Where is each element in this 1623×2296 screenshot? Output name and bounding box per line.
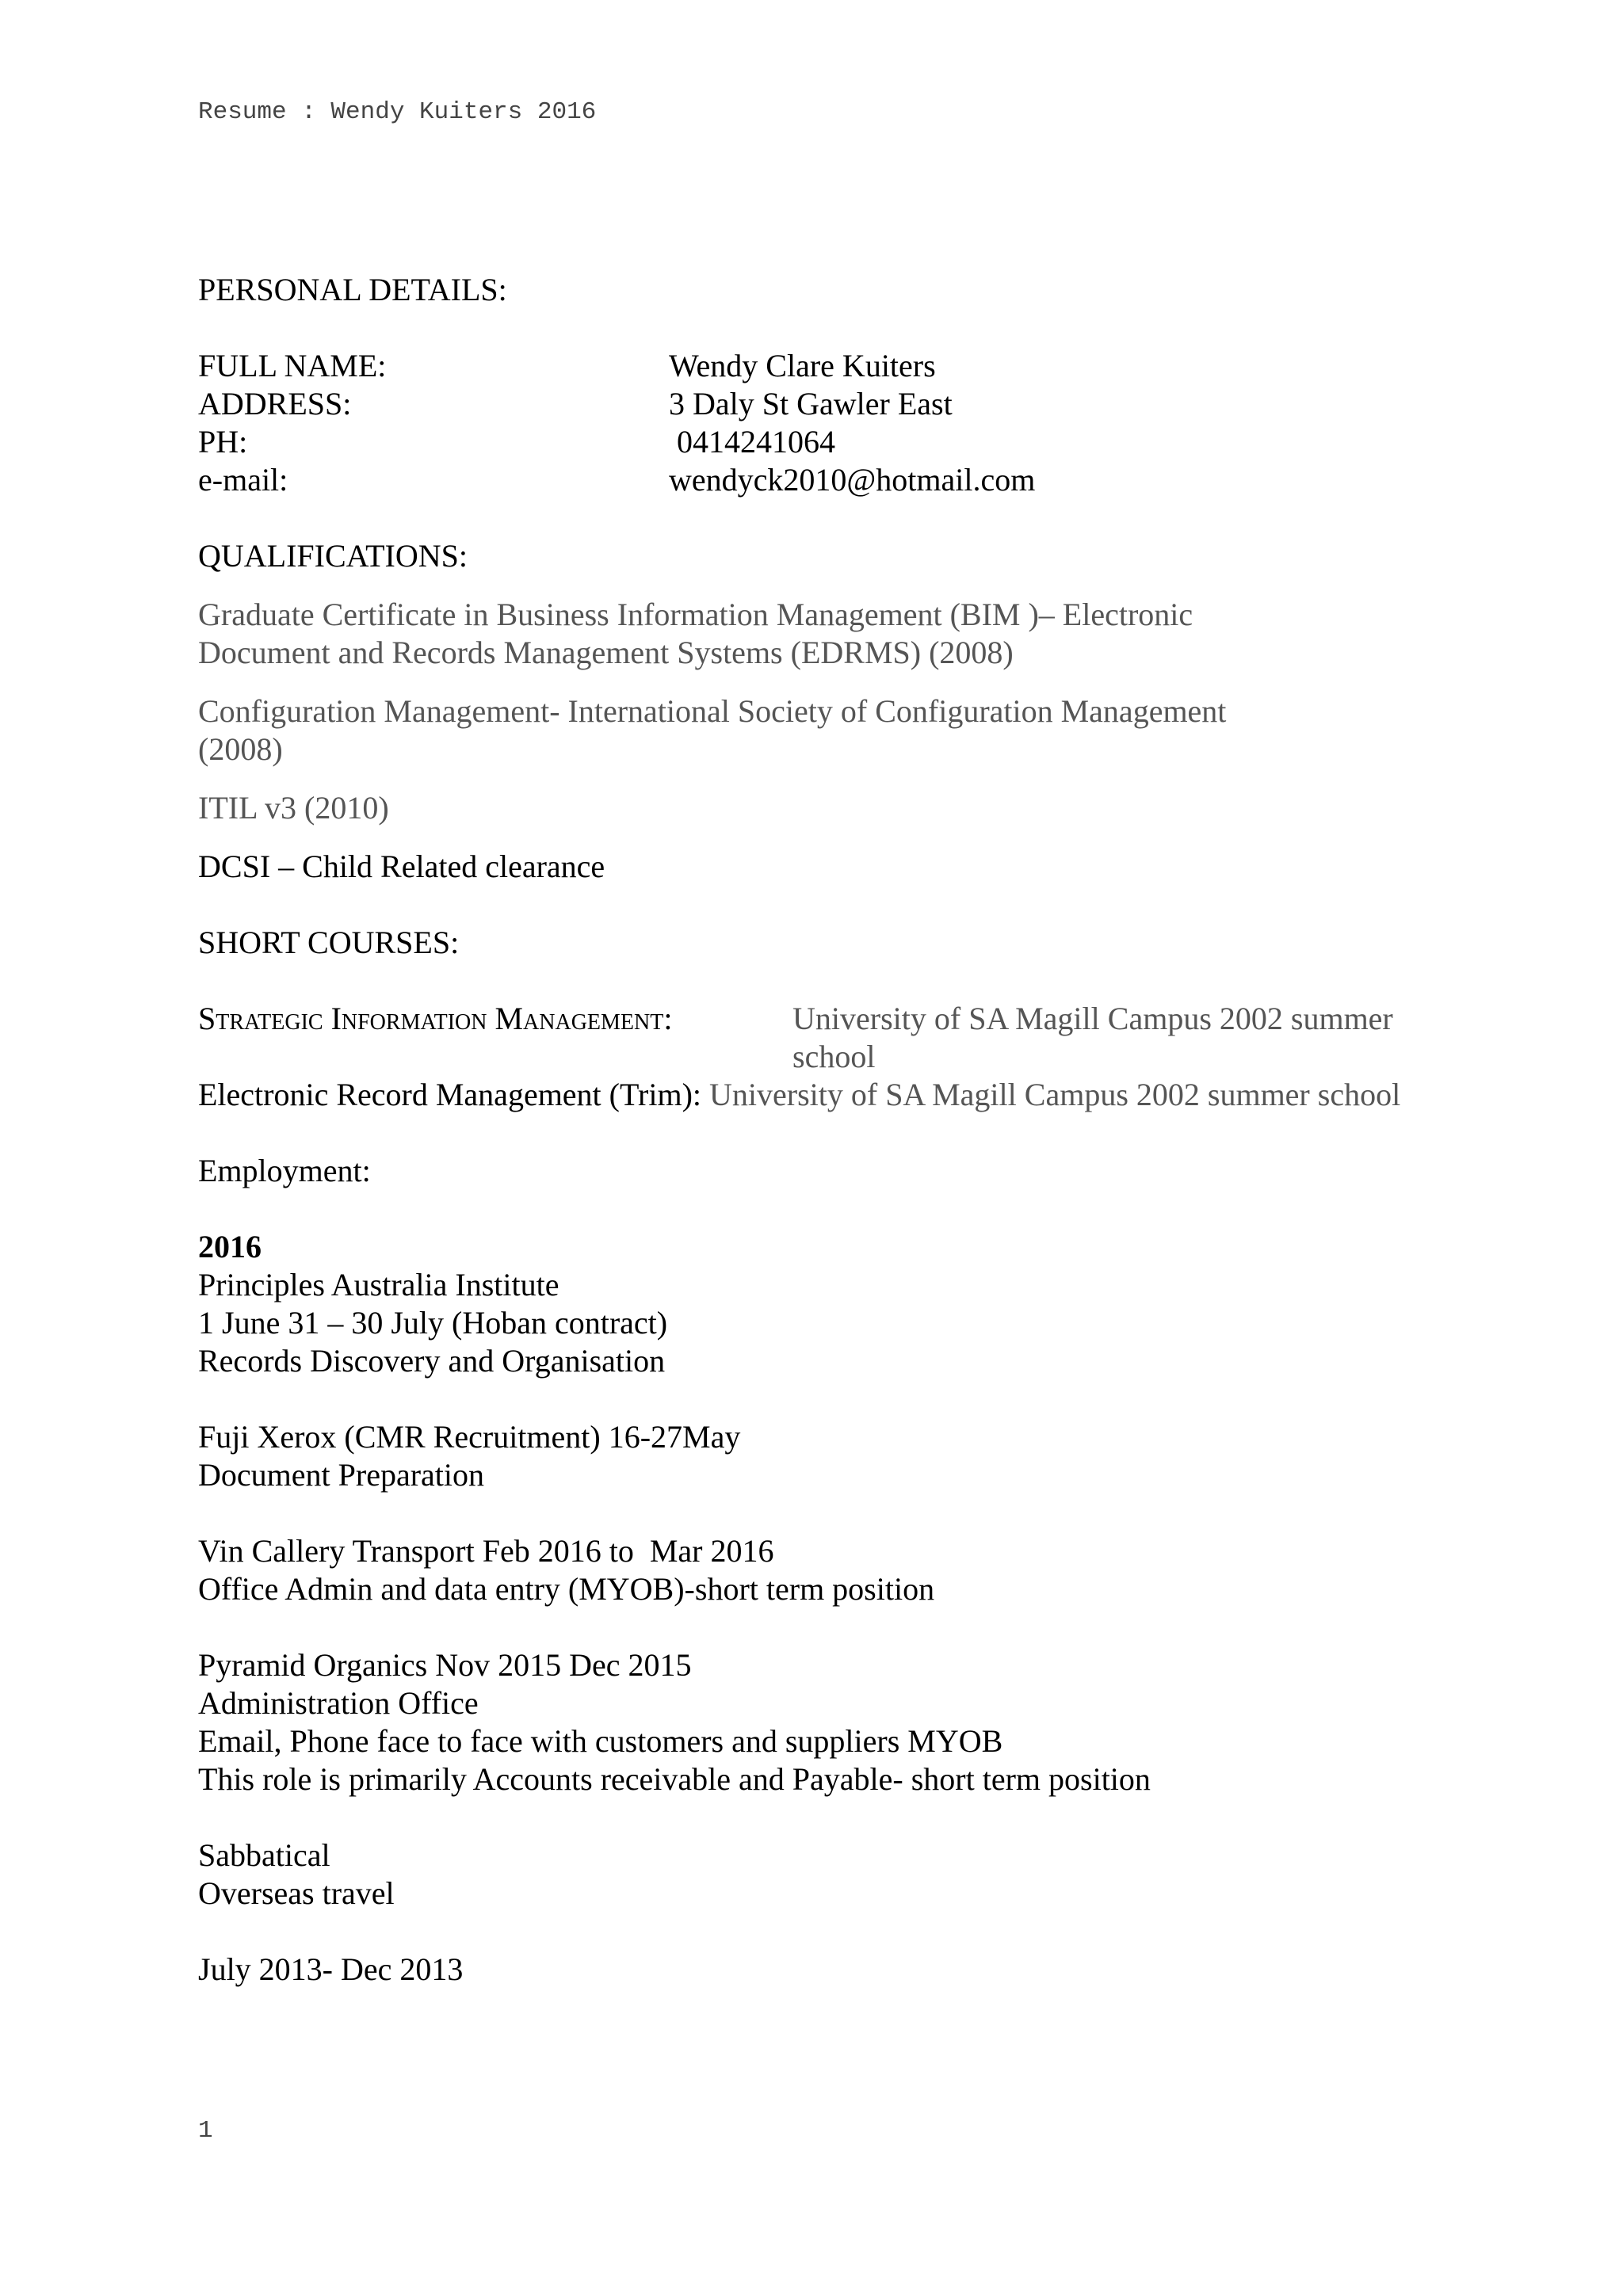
field-address — [198, 385, 1434, 423]
field-full-name — [198, 347, 1434, 385]
course-value: University of SA Magill Campus 2002 summer school — [792, 1001, 1393, 1074]
field-value: wendyck2010@hotmail.com — [669, 462, 1036, 498]
job-line: This role is primarily Accounts receivable and Payable- short term position — [198, 1761, 1151, 1797]
job-entry — [198, 1836, 1434, 1913]
qualification-item — [198, 596, 1434, 672]
job-line: Sabbatical — [198, 1837, 330, 1873]
job-line: Overseas travel — [198, 1875, 395, 1911]
page-number: 1 — [198, 2117, 213, 2145]
qualification-line: ITIL v3 (2010) — [198, 790, 389, 826]
field-phone — [198, 423, 1434, 461]
job-line: Fuji Xerox (CMR Recruitment) 16-27May — [198, 1419, 741, 1455]
field-label: PH: — [198, 424, 248, 460]
course-label: Strategic Information Management: — [198, 1001, 673, 1036]
employment-year: 2016 — [198, 1229, 262, 1264]
field-value: Wendy Clare Kuiters — [669, 348, 936, 383]
clearance-line: DCSI – Child Related clearance — [198, 849, 605, 884]
field-label: e-mail: — [198, 462, 288, 498]
qualification-item — [198, 692, 1434, 769]
short-courses-heading: SHORT COURSES: — [198, 925, 460, 960]
qualification-line: Document and Records Management Systems (EDRMS) (2008) — [198, 635, 1014, 670]
qualification-line: Configuration Management- International Society of Configuration Management — [198, 693, 1227, 729]
qualification-line: Graduate Certificate in Business Information Management (BIM )– Electronic — [198, 597, 1193, 632]
job-entry — [198, 1532, 1434, 1608]
job-line: Principles Australia Institute — [198, 1267, 559, 1302]
job-entry — [198, 1646, 1434, 1798]
running-header: Resume : Wendy Kuiters 2016 — [198, 98, 597, 126]
job-line: Document Preparation — [198, 1457, 484, 1493]
qualifications-heading: QUALIFICATIONS: — [198, 538, 468, 574]
job-line: Administration Office — [198, 1685, 479, 1721]
employment-period: July 2013- Dec 2013 — [198, 1951, 464, 1987]
qualification-item — [198, 789, 1434, 827]
job-line: Records Discovery and Organisation — [198, 1343, 666, 1379]
employment-heading: Employment: — [198, 1153, 371, 1188]
field-email — [198, 461, 1434, 499]
job-line: Office Admin and data entry (MYOB)-short term position — [198, 1571, 935, 1607]
job-line: Vin Callery Transport Feb 2016 to Mar 2016 — [198, 1533, 774, 1569]
course-label: Electronic Record Management (Trim): — [198, 1077, 701, 1112]
field-value: 3 Daly St Gawler East — [669, 386, 953, 421]
job-line: Email, Phone face to face with customers and suppliers MYOB — [198, 1723, 1003, 1759]
field-label: ADDRESS: — [198, 386, 352, 421]
course-value: University of SA Magill Campus 2002 summer school — [709, 1077, 1401, 1112]
short-course-strategic — [198, 1000, 1434, 1076]
personal-details-heading: PERSONAL DETAILS: — [198, 272, 507, 307]
field-value: 0414241064 — [669, 424, 835, 460]
short-course-trim — [198, 1076, 1434, 1114]
qualification-line: (2008) — [198, 731, 283, 767]
resume-body — [198, 271, 1434, 1989]
field-label: FULL NAME: — [198, 348, 387, 383]
job-line: 1 June 31 – 30 July (Hoban contract) — [198, 1305, 668, 1341]
job-line: Pyramid Organics Nov 2015 Dec 2015 — [198, 1647, 692, 1683]
job-entry — [198, 1266, 1434, 1380]
job-entry — [198, 1418, 1434, 1494]
